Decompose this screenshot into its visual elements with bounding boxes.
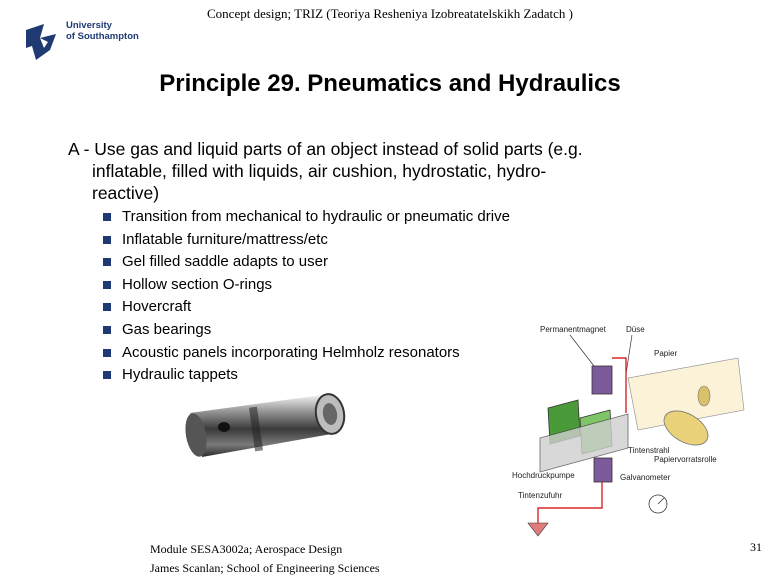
label-papier: Papier	[654, 349, 678, 358]
list-item-text: Hovercraft	[122, 298, 192, 316]
square-bullet-icon	[103, 349, 111, 357]
slide-footer	[150, 540, 380, 578]
main-point-line-2: inflatable, filled with liquids, air cushion, hydrostatic, hydro-	[92, 161, 547, 181]
slide-header: Concept design; TRIZ (Teoriya Resheniya Izobreatatelskikh Zadatch )	[207, 6, 573, 21]
slide-title: Principle 29. Pneumatics and Hydraulics	[159, 70, 621, 97]
list-item	[100, 229, 510, 252]
hydraulic-tappet-image	[172, 385, 362, 465]
logo-text	[66, 20, 139, 42]
square-bullet-icon	[103, 236, 111, 244]
square-bullet-icon	[103, 371, 111, 379]
page-number: 31	[750, 540, 762, 554]
list-item-text: Acoustic panels incorporating Helmholz resonators	[122, 343, 460, 361]
list-item-text: Gel filled saddle adapts to user	[122, 253, 328, 271]
label-hochdruckpumpe: Hochdruckpumpe	[512, 471, 575, 480]
southampton-ship-icon	[22, 20, 66, 64]
square-bullet-icon	[103, 303, 111, 311]
square-bullet-icon	[103, 213, 111, 221]
main-point	[68, 138, 688, 204]
square-bullet-icon	[103, 281, 111, 289]
list-item	[100, 342, 510, 365]
main-point-line-3: reactive)	[92, 183, 160, 203]
list-item-text: Transition from mechanical to hydraulic or pneumatic drive	[122, 208, 510, 225]
list-item-text: Hydraulic tappets	[122, 366, 238, 384]
label-tintenstrahl: Tintenstrahl	[628, 446, 670, 455]
label-duse: Düse	[626, 325, 645, 334]
bullet-list	[100, 206, 510, 387]
list-item	[100, 274, 510, 297]
university-logo	[22, 20, 142, 64]
list-item	[100, 296, 510, 319]
list-item	[100, 206, 510, 229]
logo-line-1: University	[66, 20, 112, 31]
inkjet-printer-diagram	[508, 318, 748, 538]
label-galvanometer: Galvanometer	[620, 473, 671, 482]
label-papiervorratsrolle: Papiervorratsrolle	[654, 455, 717, 464]
logo-line-2: of Southampton	[66, 31, 139, 42]
list-item-text: Inflatable furniture/mattress/etc	[122, 230, 328, 248]
square-bullet-icon	[103, 258, 111, 266]
label-tintenzufuhr: Tintenzufuhr	[518, 491, 563, 500]
list-item	[100, 319, 510, 342]
list-item-text: Hollow section O-rings	[122, 275, 273, 293]
list-item-text: Gas bearings	[122, 320, 212, 338]
main-point-line-1: A - Use gas and liquid parts of an object instead of solid parts (e.g.	[68, 139, 583, 159]
list-item	[100, 251, 510, 274]
list-item	[100, 364, 510, 387]
label-permanentmagnet: Permanentmagnet	[540, 325, 606, 334]
footer-line-1: Module SESA3002a; Aerospace Design	[150, 542, 343, 556]
square-bullet-icon	[103, 326, 111, 334]
footer-line-2: James Scanlan; School of Engineering Sciences	[150, 561, 380, 575]
